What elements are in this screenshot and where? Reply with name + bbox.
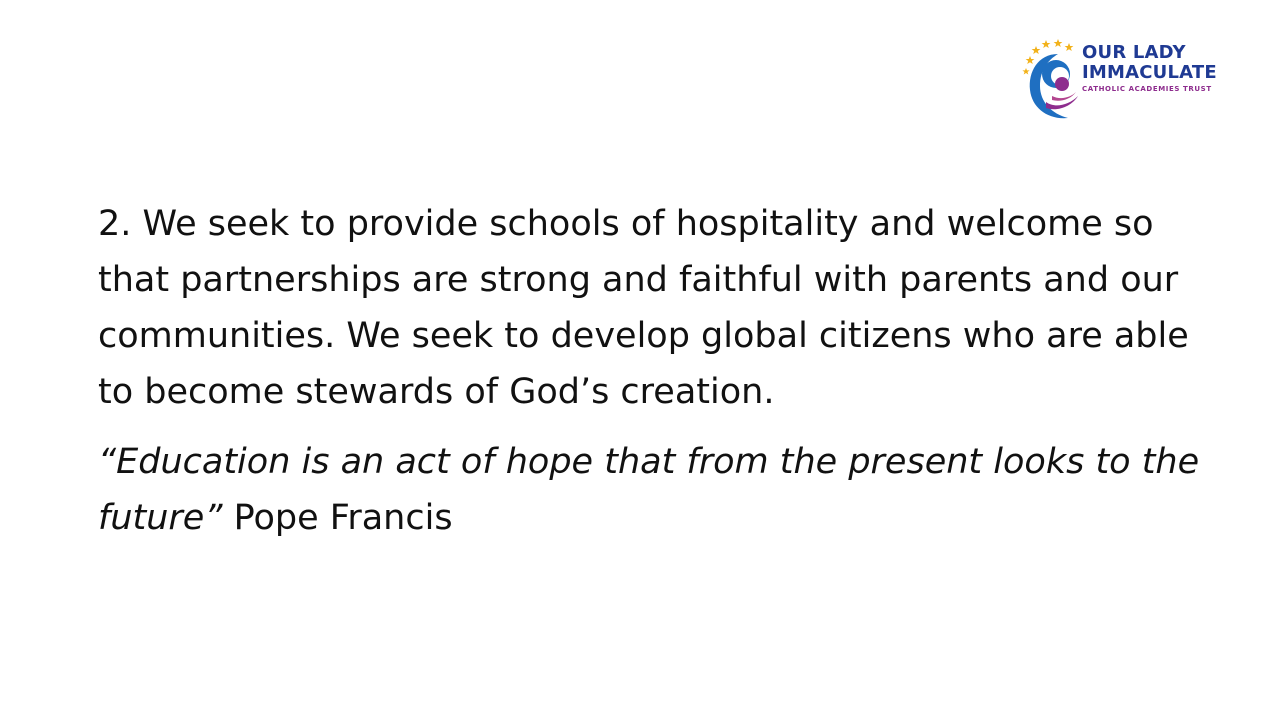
quote-author: Pope Francis (222, 498, 453, 538)
quote-text: “Education is an act of hope that from the present looks to the future” (98, 442, 1200, 538)
quote-paragraph (98, 434, 1218, 546)
logo-line-1: OUR LADY (1082, 42, 1186, 63)
logo-line-3: CATHOLIC ACADEMIES TRUST (1082, 85, 1212, 93)
trust-logo (1018, 34, 1250, 124)
slide-body (98, 196, 1218, 546)
logo-line-2: IMMACULATE (1082, 62, 1217, 83)
trust-emblem-icon (1018, 34, 1088, 124)
mission-paragraph: 2. We seek to provide schools of hospitality and welcome so that partnerships are strong and faithful with parents and our communities. We seek to develop global citizens who are able to become stewards of God’s creation. (98, 204, 1189, 412)
trust-wordmark (1082, 44, 1250, 93)
